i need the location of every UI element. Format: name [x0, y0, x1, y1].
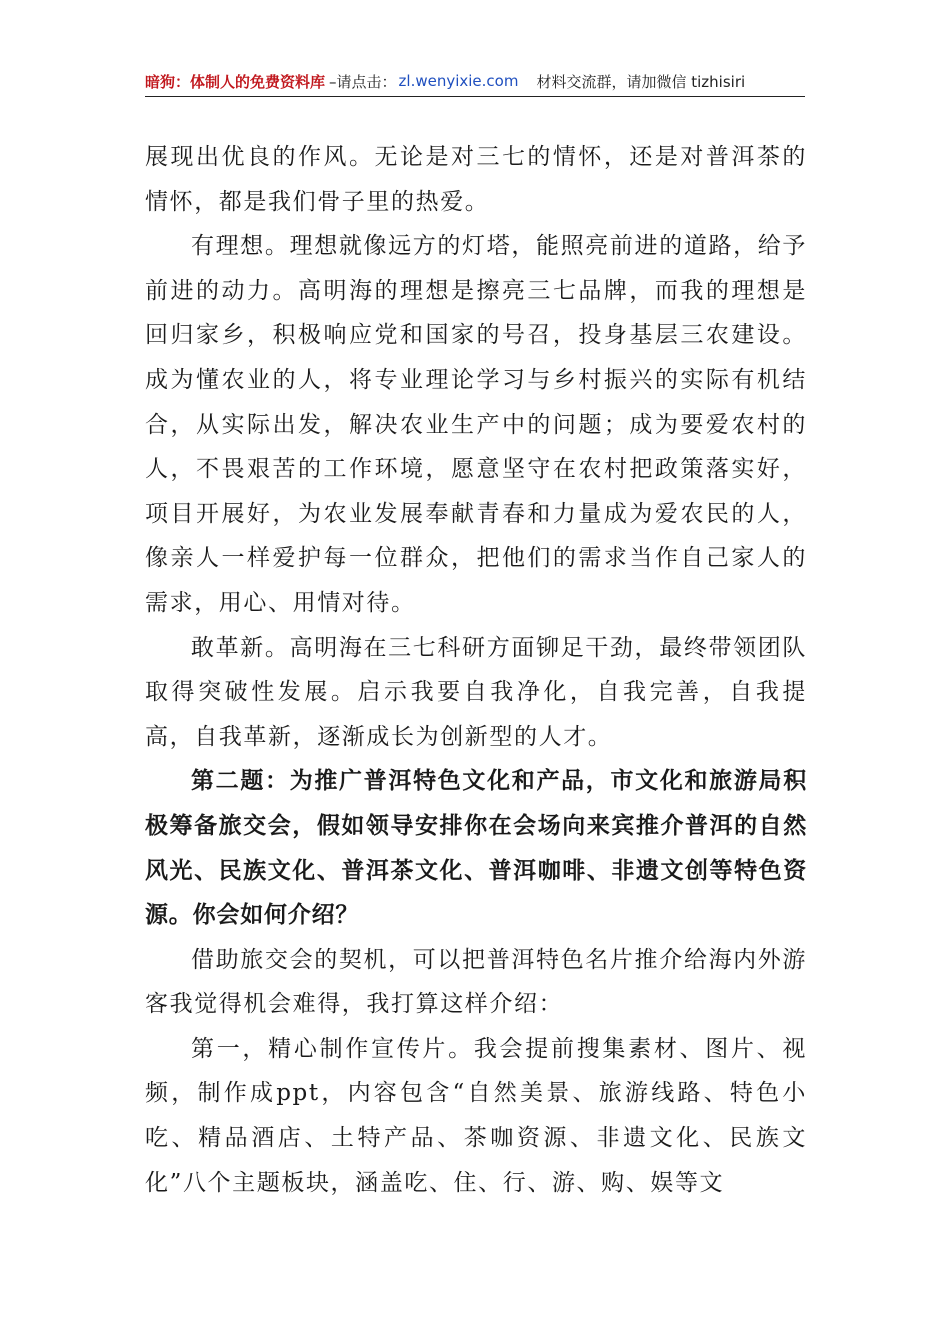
- header-wechat-note: 材料交流群，请加微信 tizhisiri: [536, 72, 746, 91]
- paragraph-innovation: 敢革新。高明海在三七科研方面铆足干劲，最终带领团队取得突破性发展。启示我要自我净化，自我完善，自我提高，自我革新，逐渐成长为创新型的人才。: [145, 634, 807, 750]
- paragraph-continued: 展现出优良的作风。无论是对三七的情怀，还是对普洱茶的情怀，都是我们骨子里的热爱。: [145, 144, 807, 215]
- paragraph-intro: 借助旅交会的契机，可以把普洱特色名片推介给海内外游客我觉得机会难得，我打算这样介绍：: [145, 946, 807, 1018]
- page-header: [145, 66, 805, 97]
- header-click-prompt: –请点击：: [329, 72, 397, 91]
- header-site-name: 暗狗：体制人的免费资料库: [145, 72, 326, 91]
- document-body: [145, 135, 807, 1205]
- header-link[interactable]: zl.wenyixie.com: [398, 72, 519, 90]
- paragraph-ideal: 有理想。理想就像远方的灯塔，能照亮前进的道路，给予前进的动力。高明海的理想是擦亮三七品牌，而我的理想是回归家乡，积极响应党和国家的号召，投身基层三农建设。成为懂农业的人，将专业理论学习与乡村振兴的实际有机结合，从实际出发，解决农业生产中的问题；成为要爱农村的人，不畏艰苦的工作环境，愿意坚守在农村把政策落实好，项目开展好，为农业发展奉献青春和力量成为爱农民的人，像亲人一样爱护每一位群众，把他们的需求当作自己家人的需求，用心、用情对待。: [145, 233, 807, 616]
- question-heading: 第二题：为推广普洱特色文化和产品，市文化和旅游局积极筹备旅交会，假如领导安排你在会场向来宾推介普洱的自然风光、民族文化、普洱茶文化、普洱咖啡、非遗文创等特色资源。你会如何介绍？: [145, 768, 807, 929]
- paragraph-first-point: 第一，精心制作宣传片。我会提前搜集素材、图片、视频，制作成ppt，内容包含“自然美景、旅游线路、特色小吃、精品酒店、土特产品、茶咖资源、非遗文化、民族文化”八个主题板块，涵盖吃、住、行、游、购、娱等文: [145, 1035, 807, 1196]
